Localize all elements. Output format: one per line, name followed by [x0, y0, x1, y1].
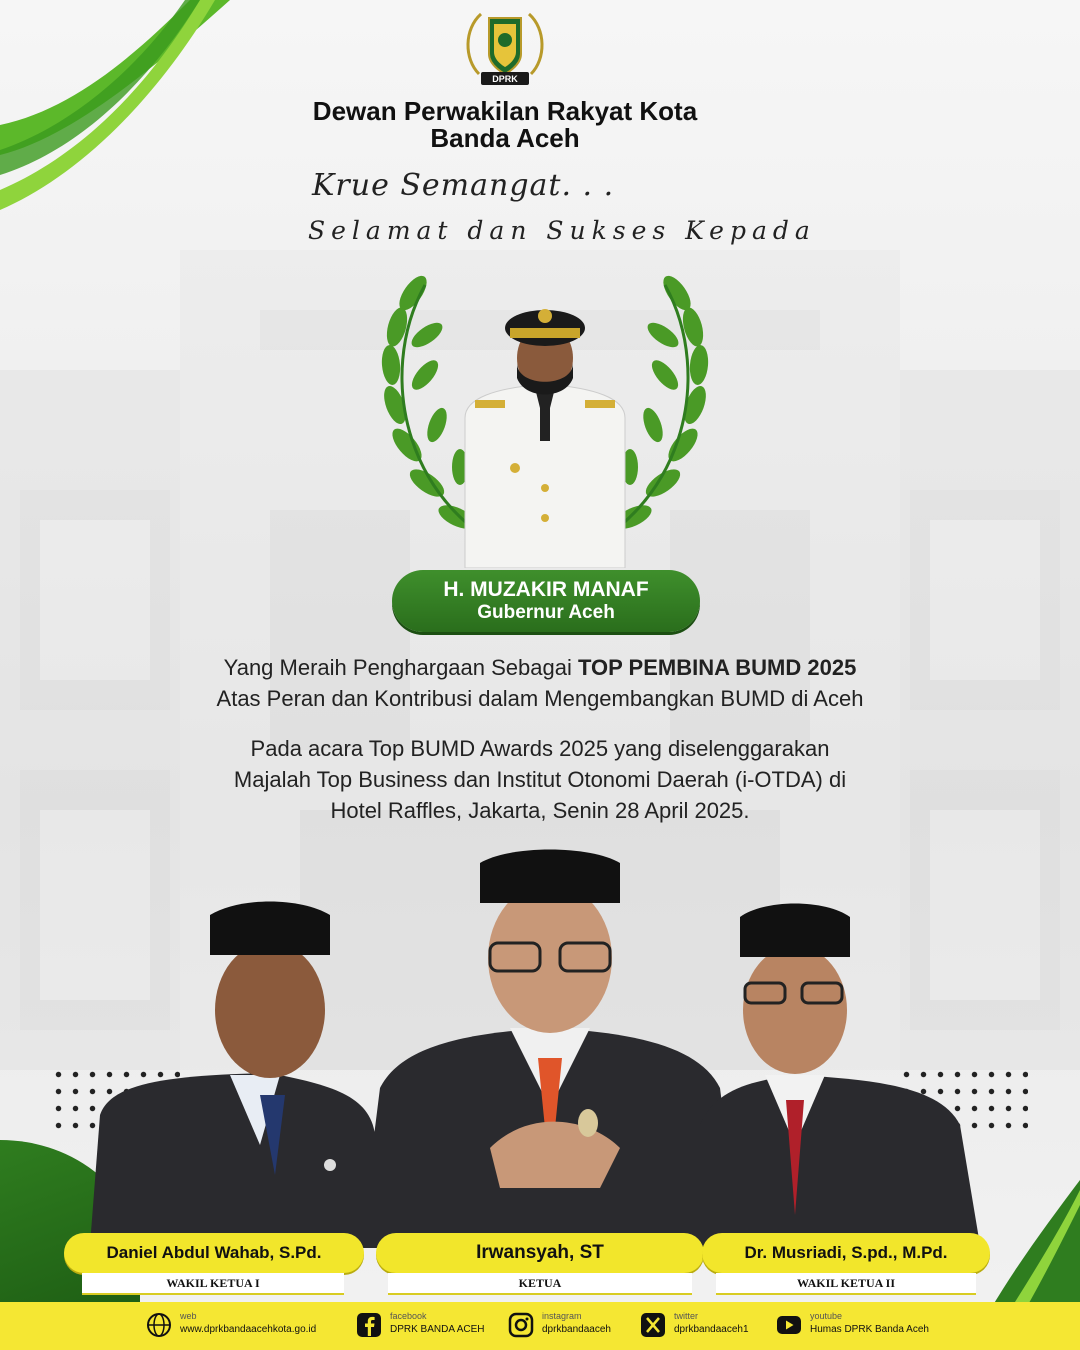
official-name-plate-1	[64, 1233, 364, 1273]
award-message-line2: Atas Peran dan Kontribusi dalam Mengembangkan BUMD di Aceh	[216, 686, 864, 711]
event-description	[120, 733, 960, 826]
award-message-prefix: Yang Meraih Penghargaan Sebagai	[223, 655, 578, 680]
congratulation-tagline: Selamat dan Sukses Kepada	[308, 216, 816, 245]
footer-instagram-label: instagram	[542, 1311, 582, 1321]
green-corner-shape-right	[990, 1180, 1080, 1310]
x-twitter-icon	[640, 1312, 666, 1338]
institution-title-line1: Dewan Perwakilan Rakyat Kota	[312, 96, 698, 126]
award-message	[120, 652, 960, 714]
event-line1: Pada acara Top BUMD Awards 2025 yang diselenggarakan	[250, 736, 830, 761]
governor-portrait	[455, 288, 635, 568]
official-name-2: Irwansyah, ST	[476, 1242, 604, 1263]
footer-youtube-label: youtube	[810, 1311, 843, 1321]
official-position-3: WAKIL KETUA II	[716, 1273, 976, 1295]
footer-instagram[interactable]	[508, 1310, 628, 1342]
footer-youtube-value: Humas DPRK Banda Aceh	[810, 1324, 929, 1335]
facebook-icon	[356, 1312, 382, 1338]
footer-facebook-label: facebook	[390, 1311, 427, 1321]
footer-twitter-label: twitter	[674, 1311, 699, 1321]
event-line3: Hotel Raffles, Jakarta, Senin 28 April 2025.	[330, 798, 750, 823]
award-title: TOP PEMBINA BUMD 2025	[577, 655, 857, 680]
official-position-2: KETUA	[388, 1273, 692, 1295]
official-name-3: Dr. Musriadi, S.pd., M.Pd.	[744, 1243, 948, 1262]
official-photo-wakil-ketua-1	[80, 895, 380, 1245]
footer-facebook-value: DPRK BANDA ACEH	[390, 1324, 485, 1335]
footer-web-value: www.dprkbandaacehkota.go.id	[180, 1324, 317, 1335]
footer-twitter-value: dprkbandaaceh1	[674, 1324, 749, 1335]
svg-text:DPRK: DPRK	[492, 74, 518, 84]
dprk-emblem-logo	[459, 4, 551, 90]
footer-web[interactable]	[146, 1310, 346, 1342]
youtube-icon	[776, 1312, 802, 1338]
institution-title-line2: Banda Aceh	[430, 123, 580, 153]
globe-icon	[146, 1312, 172, 1338]
official-name-1: Daniel Abdul Wahab, S.Pd.	[106, 1243, 322, 1262]
official-photo-wakil-ketua-2	[690, 895, 980, 1245]
honoree-role: Gubernur Aceh	[477, 602, 615, 623]
footer-youtube[interactable]	[776, 1310, 946, 1342]
official-position-1: WAKIL KETUA I	[82, 1273, 344, 1295]
official-name-plate-2	[376, 1233, 704, 1273]
footer-twitter[interactable]	[640, 1310, 770, 1342]
official-name-plate-3	[702, 1233, 990, 1273]
footer-social-bar	[0, 1302, 1080, 1350]
footer-instagram-value: dprkbandaaceh	[542, 1324, 611, 1335]
honoree-name: H. MUZAKIR MANAF	[443, 578, 649, 601]
footer-web-label: web	[180, 1311, 197, 1321]
event-line2: Majalah Top Business dan Institut Otonomi Daerah (i-OTDA) di	[233, 767, 847, 792]
instagram-icon	[508, 1312, 534, 1338]
footer-facebook[interactable]	[356, 1310, 496, 1342]
tagline-script: Krue Semangat. . .	[312, 168, 615, 203]
honoree-name-plate	[392, 570, 700, 632]
official-photo-ketua	[360, 848, 740, 1248]
